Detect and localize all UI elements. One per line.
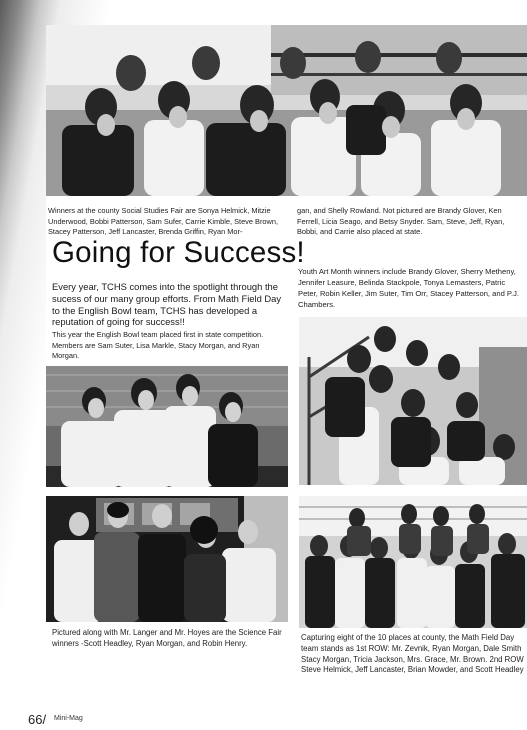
photo-math-field-day-team	[299, 496, 527, 628]
page-number: 66/	[28, 712, 47, 727]
caption-social-studies-left: Winners at the county Social Studies Fair are Sonya Helmick, Mitzie Underwood, Bobbi Patterson, Sam Sufer, Carrie Kimble, Steve Brown, Stacey Patterson, Jeff Lancaster, Brenda Griffin, Ryan Mor-	[48, 206, 279, 237]
headline: Going for Success!	[52, 236, 305, 269]
photo-science-fair-winners	[46, 496, 288, 622]
caption-math-field-day: Capturing eight of the 10 places at county, the Math Field Day team stands as 1st ROW: Mr. Zevnik, Ryan Morgan, Dale Smith Stacy Morgan, Tricia Jackson, Mrs. Grace, Mr. Brown. 2nd ROW Steve Helmick, Jeff Lancaster, Brian Mowder, and Scott Headley	[301, 633, 524, 675]
photo-youth-art-winners	[299, 317, 527, 485]
photo-social-studies-winners	[46, 25, 527, 196]
intro-paragraph: Every year, TCHS comes into the spotlight through the sucess of our many group efforts. From Math Field Day to the English Bowl team, TCHS has developed a reputation of going for success!!	[52, 281, 282, 328]
caption-social-studies-right: gan, and Shelly Rowland. Not pictured are Brandy Glover, Ken Ferrell, Licia Seago, and Betsy Snyder. Sam, Steve, Jeff, Ryan, Bobbi, and Carrie also placed at state.	[297, 206, 505, 237]
caption-youth-art: Youth Art Month winners include Brandy Glover, Sherry Metheny, Jennifer Leasure, Belinda Stackpole, Tonya Lemasters, Patric Peter, Robin Keller, Jim Suter, Tim Orr, Stacey Patterson, and P.J. Chambers.	[298, 267, 520, 309]
caption-english-bowl: This year the English Bowl team placed first in state competition. Members are Sam Suter, Lisa Markle, Stacy Morgan, and Ryan Morgan.	[52, 330, 264, 361]
section-label: Mini-Mag	[54, 715, 83, 722]
photo-english-bowl-team	[46, 366, 288, 487]
caption-science-fair: Pictured along with Mr. Langer and Mr. Hoyes are the Science Fair winners -Scott Headley, Ryan Morgan, and Robin Henry.	[52, 628, 282, 648]
